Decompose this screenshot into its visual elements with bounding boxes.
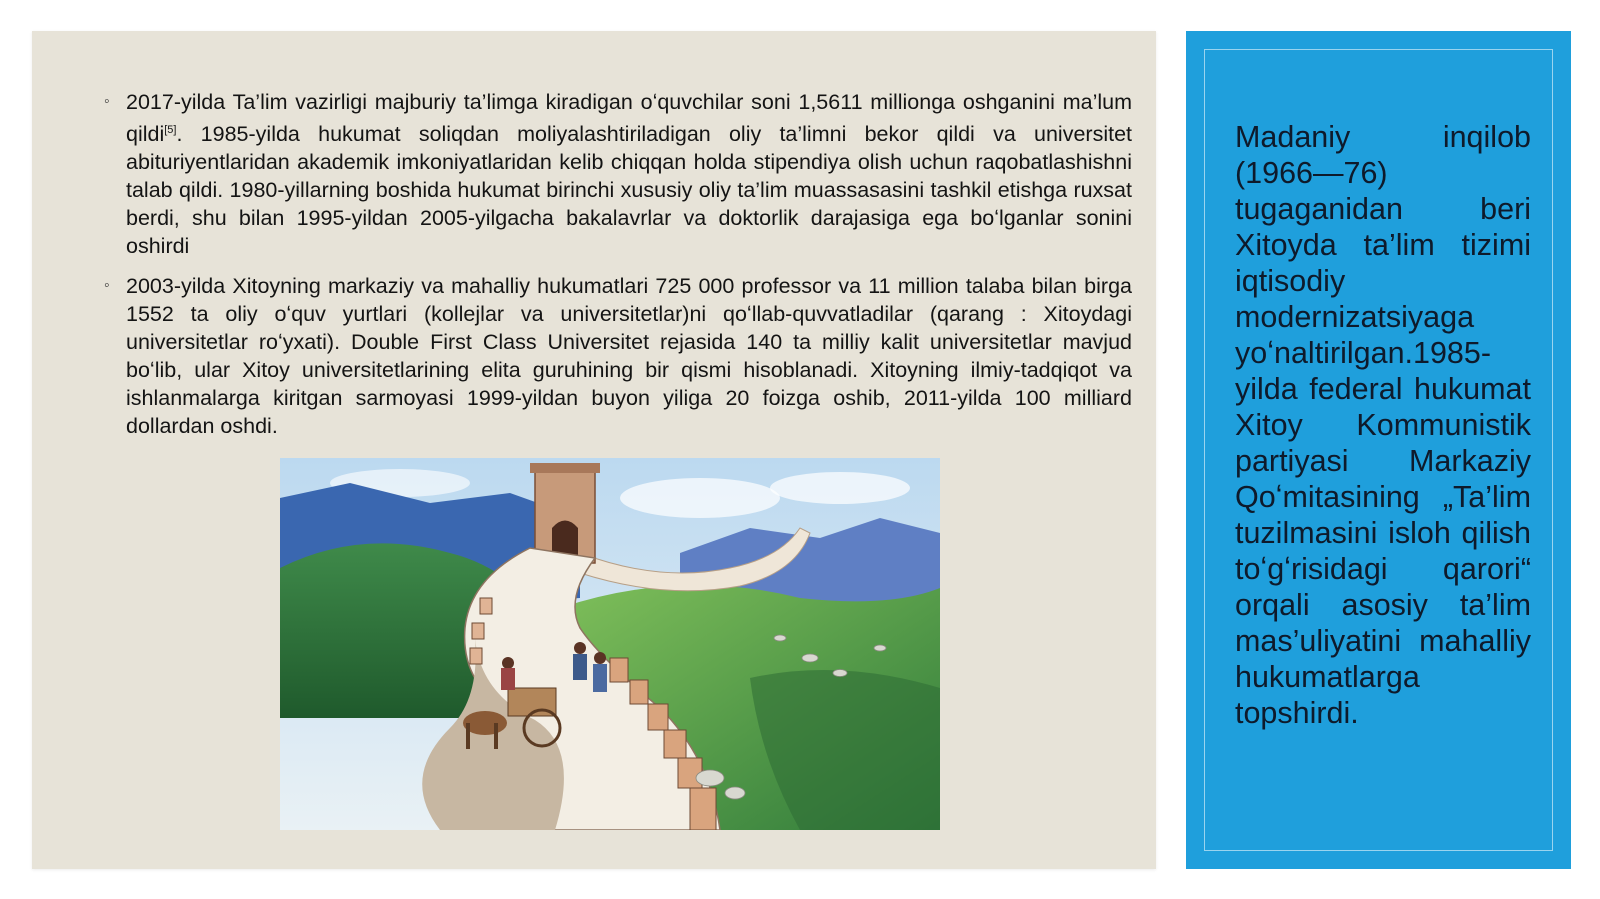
bullet-text-part: . 1985-yilda hukumat soliqdan moliyalashtiriladigan oliy ta’limni bekor qildi va universitet abituriyentlaridan akademik imkoniyatlaridan kelib chiqqan holda stipendiya olish uchun raqobatlashishni talab qildi. 1980-yillarning boshida hukumat birinchi xususiy oliy ta’lim muassasasini tashkil etishga ruxsat berdi, shu bilan 1995-yildan 2005-yilgacha bakalavrlar va doktorlik darajasiga ega boʻlganlar sonini oshirdi (126, 122, 1132, 259)
bullet-marker: ◦ (104, 277, 110, 294)
bullet-paragraph-2003 (104, 272, 1132, 440)
bullet-paragraph-2017 (104, 88, 1132, 260)
bullet-marker: ◦ (104, 93, 110, 110)
bullet-text (126, 88, 1132, 260)
reference-link[interactable]: [5] (164, 124, 177, 136)
sidebar-panel (1186, 31, 1571, 869)
bullet-text-part: 2017-yilda Ta’lim vazirligi majburiy ta’limga kiradigan oʻquvchilar soni 1,5611 millionga oshganini ma’lum qildi (126, 90, 1132, 147)
content-panel (32, 31, 1156, 869)
sidebar-text: Madaniy inqilob (1966—76) tugaganidan beri Xitoyda ta’lim tizimi iqtisodiy modernizatsiyaga yoʻnaltirilgan.1985-yilda federal hukumat Xitoy Kommunistik partiyasi Markaziy Qoʻmitasining „Ta’lim tuzilmasini isloh qilish toʻgʻrisidagi qarori“ orqali asosiy ta’lim mas’uliyatini mahalliy hukumatlarga topshirdi. (1235, 120, 1531, 730)
great-wall-image (280, 458, 940, 830)
bullet-text: 2003-yilda Xitoyning markaziy va mahalliy hukumatlari 725 000 professor va 11 million talaba bilan birga 1552 ta oliy oʻquv yurtlari (kollejlar va universitetlar)ni qoʻllab-quvvatladilar (qarang : Xitoydagi universitetlar roʻyxati). Double First Class Universitet rejasida 140 ta milliy kalit universitetlar mavjud boʻlib, ular Xitoy universitetlarining elita guruhining bir qismi hisoblanadi. Xitoyning ilmiy-tadqiqot va ishlanmalarga kiritgan sarmoyasi 1999-yildan buyon yiliga 20 foizga oshib, 2011-yilda 100 milliard dollardan oshdi. (126, 274, 1132, 438)
